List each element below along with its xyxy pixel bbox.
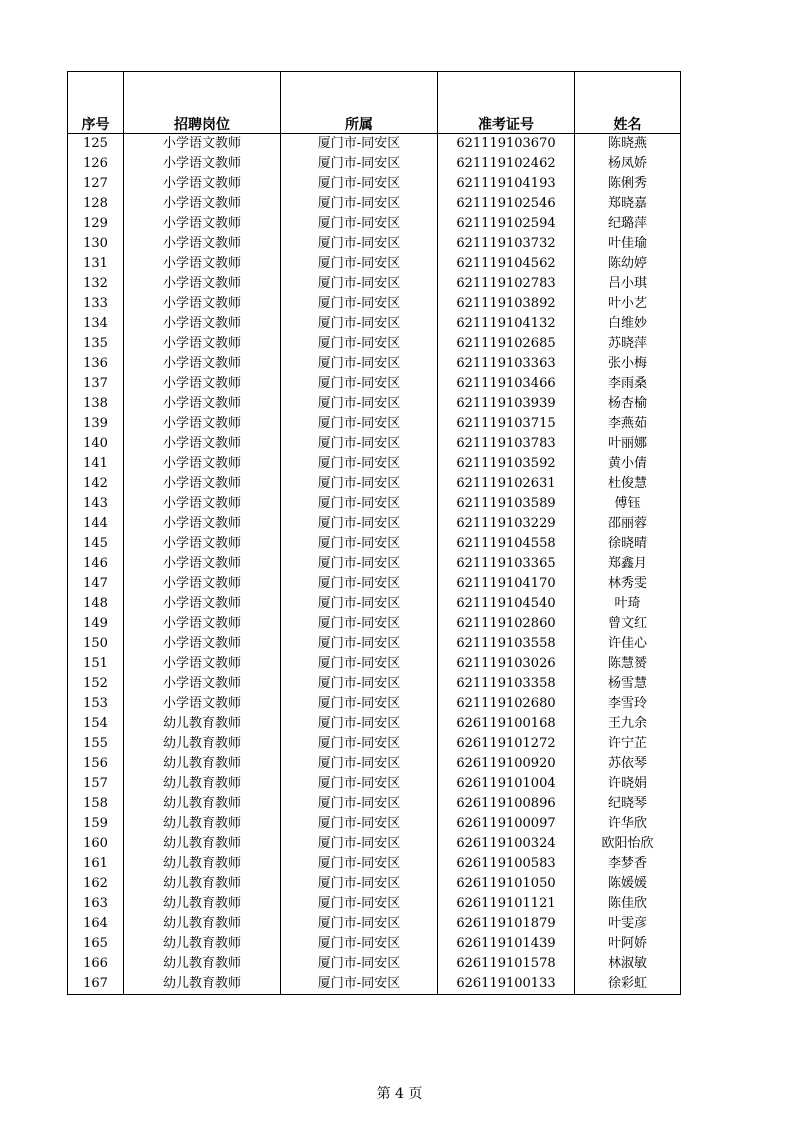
header-position: 招聘岗位	[124, 72, 281, 134]
row-department: 厦门市-同安区	[281, 534, 438, 554]
row-department: 厦门市-同安区	[281, 694, 438, 714]
row-department: 厦门市-同安区	[281, 954, 438, 974]
row-number: 129	[68, 214, 124, 234]
table-row	[68, 234, 681, 254]
header-name: 姓名	[575, 72, 681, 134]
row-department: 厦门市-同安区	[281, 254, 438, 274]
table-row	[68, 334, 681, 354]
row-exam-id: 626119100133	[438, 974, 575, 995]
row-name: 徐晓晴	[575, 534, 681, 554]
table-row	[68, 314, 681, 334]
row-exam-id: 621119102680	[438, 694, 575, 714]
row-department: 厦门市-同安区	[281, 614, 438, 634]
row-position: 小学语文教师	[124, 614, 281, 634]
row-number: 145	[68, 534, 124, 554]
table-row	[68, 454, 681, 474]
row-position: 小学语文教师	[124, 534, 281, 554]
row-position: 小学语文教师	[124, 434, 281, 454]
row-name: 徐彩虹	[575, 974, 681, 995]
row-position: 小学语文教师	[124, 194, 281, 214]
row-name: 叶阿娇	[575, 934, 681, 954]
row-department: 厦门市-同安区	[281, 754, 438, 774]
row-name: 邵丽蓉	[575, 514, 681, 534]
row-position: 小学语文教师	[124, 634, 281, 654]
row-name: 陈慧赟	[575, 654, 681, 674]
row-department: 厦门市-同安区	[281, 374, 438, 394]
row-position: 小学语文教师	[124, 254, 281, 274]
row-name: 陈晓燕	[575, 134, 681, 155]
row-exam-id: 626119100168	[438, 714, 575, 734]
row-number: 144	[68, 514, 124, 534]
row-name: 吕小琪	[575, 274, 681, 294]
row-exam-id: 621119103466	[438, 374, 575, 394]
row-exam-id: 621119104132	[438, 314, 575, 334]
row-exam-id: 621119102631	[438, 474, 575, 494]
row-exam-id: 621119104170	[438, 574, 575, 594]
row-exam-id: 626119100583	[438, 854, 575, 874]
table-row	[68, 734, 681, 754]
row-name: 李梦香	[575, 854, 681, 874]
row-position: 小学语文教师	[124, 354, 281, 374]
row-department: 厦门市-同安区	[281, 914, 438, 934]
row-number: 151	[68, 654, 124, 674]
row-position: 小学语文教师	[124, 574, 281, 594]
table-row	[68, 714, 681, 734]
row-name: 林秀雯	[575, 574, 681, 594]
row-name: 杨杏榆	[575, 394, 681, 414]
row-number: 155	[68, 734, 124, 754]
row-exam-id: 626119100324	[438, 834, 575, 854]
row-name: 许宁芷	[575, 734, 681, 754]
table-row	[68, 154, 681, 174]
row-name: 苏晓萍	[575, 334, 681, 354]
row-exam-id: 626119101439	[438, 934, 575, 954]
row-number: 131	[68, 254, 124, 274]
row-name: 苏依琴	[575, 754, 681, 774]
row-position: 小学语文教师	[124, 334, 281, 354]
row-department: 厦门市-同安区	[281, 454, 438, 474]
row-department: 厦门市-同安区	[281, 654, 438, 674]
table-row	[68, 374, 681, 394]
row-department: 厦门市-同安区	[281, 774, 438, 794]
row-exam-id: 621119103363	[438, 354, 575, 374]
row-exam-id: 621119102546	[438, 194, 575, 214]
table-row	[68, 974, 681, 995]
row-position: 幼儿教育教师	[124, 934, 281, 954]
row-position: 幼儿教育教师	[124, 974, 281, 995]
row-position: 幼儿教育教师	[124, 874, 281, 894]
row-name: 叶丽娜	[575, 434, 681, 454]
row-name: 白维妙	[575, 314, 681, 334]
table-row	[68, 214, 681, 234]
table-row	[68, 834, 681, 854]
table-row	[68, 574, 681, 594]
row-number: 128	[68, 194, 124, 214]
row-name: 林淑敏	[575, 954, 681, 974]
row-department: 厦门市-同安区	[281, 134, 438, 155]
row-position: 小学语文教师	[124, 514, 281, 534]
row-number: 136	[68, 354, 124, 374]
row-position: 小学语文教师	[124, 174, 281, 194]
row-department: 厦门市-同安区	[281, 854, 438, 874]
row-name: 纪璐萍	[575, 214, 681, 234]
row-name: 叶佳瑜	[575, 234, 681, 254]
row-position: 小学语文教师	[124, 214, 281, 234]
table-row	[68, 274, 681, 294]
table-row	[68, 174, 681, 194]
table-row	[68, 794, 681, 814]
row-position: 小学语文教师	[124, 374, 281, 394]
row-department: 厦门市-同安区	[281, 234, 438, 254]
row-department: 厦门市-同安区	[281, 574, 438, 594]
row-position: 幼儿教育教师	[124, 954, 281, 974]
table-row	[68, 394, 681, 414]
row-exam-id: 621119103670	[438, 134, 575, 155]
table-row	[68, 654, 681, 674]
row-name: 叶雯彦	[575, 914, 681, 934]
row-name: 叶小艺	[575, 294, 681, 314]
row-department: 厦门市-同安区	[281, 214, 438, 234]
row-name: 陈佳欣	[575, 894, 681, 914]
row-name: 李燕茹	[575, 414, 681, 434]
row-exam-id: 621119104540	[438, 594, 575, 614]
row-position: 小学语文教师	[124, 134, 281, 155]
row-exam-id: 621119104558	[438, 534, 575, 554]
row-exam-id: 621119103365	[438, 554, 575, 574]
table-row	[68, 494, 681, 514]
row-position: 幼儿教育教师	[124, 814, 281, 834]
table-body	[68, 134, 681, 995]
table-row	[68, 894, 681, 914]
row-exam-id: 621119102685	[438, 334, 575, 354]
table-row	[68, 354, 681, 374]
row-position: 小学语文教师	[124, 694, 281, 714]
header-row	[68, 72, 681, 134]
table-row	[68, 414, 681, 434]
row-name: 张小梅	[575, 354, 681, 374]
table-row	[68, 474, 681, 494]
row-exam-id: 621119103732	[438, 234, 575, 254]
row-department: 厦门市-同安区	[281, 394, 438, 414]
row-position: 小学语文教师	[124, 494, 281, 514]
row-department: 厦门市-同安区	[281, 354, 438, 374]
row-position: 幼儿教育教师	[124, 854, 281, 874]
row-exam-id: 621119103589	[438, 494, 575, 514]
row-exam-id: 621119103715	[438, 414, 575, 434]
row-exam-id: 621119104193	[438, 174, 575, 194]
row-exam-id: 621119103939	[438, 394, 575, 414]
row-number: 150	[68, 634, 124, 654]
row-name: 曾文红	[575, 614, 681, 634]
table-row	[68, 254, 681, 274]
table-row	[68, 874, 681, 894]
table-row	[68, 594, 681, 614]
row-name: 陈俐秀	[575, 174, 681, 194]
row-number: 130	[68, 234, 124, 254]
row-number: 137	[68, 374, 124, 394]
row-number: 126	[68, 154, 124, 174]
row-position: 小学语文教师	[124, 554, 281, 574]
table-row	[68, 194, 681, 214]
header-exam-id: 准考证号	[438, 72, 575, 134]
row-number: 125	[68, 134, 124, 155]
row-number: 162	[68, 874, 124, 894]
row-position: 幼儿教育教师	[124, 754, 281, 774]
row-number: 160	[68, 834, 124, 854]
table-row	[68, 914, 681, 934]
row-department: 厦门市-同安区	[281, 874, 438, 894]
table-row	[68, 854, 681, 874]
row-number: 142	[68, 474, 124, 494]
table-row	[68, 514, 681, 534]
row-department: 厦门市-同安区	[281, 594, 438, 614]
row-exam-id: 621119102462	[438, 154, 575, 174]
row-department: 厦门市-同安区	[281, 814, 438, 834]
row-number: 132	[68, 274, 124, 294]
row-name: 郑鑫月	[575, 554, 681, 574]
row-number: 166	[68, 954, 124, 974]
row-name: 纪晓琴	[575, 794, 681, 814]
row-number: 152	[68, 674, 124, 694]
table-row	[68, 534, 681, 554]
row-number: 143	[68, 494, 124, 514]
table-row	[68, 614, 681, 634]
row-name: 杨雪慧	[575, 674, 681, 694]
row-number: 147	[68, 574, 124, 594]
row-department: 厦门市-同安区	[281, 734, 438, 754]
table-row	[68, 554, 681, 574]
row-name: 陈幼婷	[575, 254, 681, 274]
row-number: 133	[68, 294, 124, 314]
row-number: 138	[68, 394, 124, 414]
table-row	[68, 694, 681, 714]
row-position: 幼儿教育教师	[124, 834, 281, 854]
row-number: 148	[68, 594, 124, 614]
row-name: 李雨桑	[575, 374, 681, 394]
row-position: 幼儿教育教师	[124, 774, 281, 794]
table-row	[68, 814, 681, 834]
row-exam-id: 626119101578	[438, 954, 575, 974]
row-position: 小学语文教师	[124, 314, 281, 334]
row-department: 厦门市-同安区	[281, 674, 438, 694]
row-position: 小学语文教师	[124, 234, 281, 254]
header-department: 所属	[281, 72, 438, 134]
row-number: 154	[68, 714, 124, 734]
row-department: 厦门市-同安区	[281, 974, 438, 995]
row-number: 157	[68, 774, 124, 794]
row-department: 厦门市-同安区	[281, 434, 438, 454]
row-department: 厦门市-同安区	[281, 154, 438, 174]
row-department: 厦门市-同安区	[281, 194, 438, 214]
row-department: 厦门市-同安区	[281, 894, 438, 914]
row-exam-id: 621119103229	[438, 514, 575, 534]
row-department: 厦门市-同安区	[281, 474, 438, 494]
table-row	[68, 434, 681, 454]
row-position: 小学语文教师	[124, 594, 281, 614]
row-name: 陈媛媛	[575, 874, 681, 894]
row-position: 幼儿教育教师	[124, 894, 281, 914]
row-number: 165	[68, 934, 124, 954]
table-row	[68, 754, 681, 774]
row-department: 厦门市-同安区	[281, 714, 438, 734]
table-row	[68, 634, 681, 654]
row-number: 127	[68, 174, 124, 194]
row-exam-id: 626119101272	[438, 734, 575, 754]
row-department: 厦门市-同安区	[281, 834, 438, 854]
table-row	[68, 934, 681, 954]
row-name: 黄小倩	[575, 454, 681, 474]
row-number: 163	[68, 894, 124, 914]
row-position: 幼儿教育教师	[124, 914, 281, 934]
row-exam-id: 621119103783	[438, 434, 575, 454]
row-position: 幼儿教育教师	[124, 714, 281, 734]
row-number: 135	[68, 334, 124, 354]
row-name: 欧阳怡欣	[575, 834, 681, 854]
page-number: 第 4 页	[376, 1086, 423, 1102]
row-position: 小学语文教师	[124, 394, 281, 414]
row-position: 小学语文教师	[124, 654, 281, 674]
row-number: 167	[68, 974, 124, 995]
row-number: 141	[68, 454, 124, 474]
row-exam-id: 626119101004	[438, 774, 575, 794]
row-number: 153	[68, 694, 124, 714]
header-no: 序号	[68, 72, 124, 134]
table-row	[68, 134, 681, 155]
row-exam-id: 621119102783	[438, 274, 575, 294]
row-name: 郑晓嘉	[575, 194, 681, 214]
row-name: 许佳心	[575, 634, 681, 654]
table-row	[68, 294, 681, 314]
row-exam-id: 621119102594	[438, 214, 575, 234]
table-row	[68, 674, 681, 694]
row-department: 厦门市-同安区	[281, 634, 438, 654]
row-department: 厦门市-同安区	[281, 174, 438, 194]
row-name: 许华欣	[575, 814, 681, 834]
results-sheet	[67, 71, 680, 995]
row-position: 小学语文教师	[124, 474, 281, 494]
table-row	[68, 774, 681, 794]
row-name: 李雪玲	[575, 694, 681, 714]
row-department: 厦门市-同安区	[281, 554, 438, 574]
row-number: 149	[68, 614, 124, 634]
row-name: 杨凤娇	[575, 154, 681, 174]
row-name: 王九余	[575, 714, 681, 734]
row-department: 厦门市-同安区	[281, 294, 438, 314]
row-position: 小学语文教师	[124, 154, 281, 174]
row-exam-id: 626119100920	[438, 754, 575, 774]
row-department: 厦门市-同安区	[281, 934, 438, 954]
row-exam-id: 621119103358	[438, 674, 575, 694]
row-exam-id: 621119102860	[438, 614, 575, 634]
row-number: 161	[68, 854, 124, 874]
row-department: 厦门市-同安区	[281, 494, 438, 514]
row-department: 厦门市-同安区	[281, 334, 438, 354]
row-exam-id: 626119100896	[438, 794, 575, 814]
table-header	[68, 72, 681, 134]
row-exam-id: 621119103026	[438, 654, 575, 674]
row-department: 厦门市-同安区	[281, 274, 438, 294]
row-department: 厦门市-同安区	[281, 794, 438, 814]
row-position: 小学语文教师	[124, 274, 281, 294]
row-position: 小学语文教师	[124, 294, 281, 314]
row-number: 139	[68, 414, 124, 434]
row-position: 小学语文教师	[124, 674, 281, 694]
row-name: 傅钰	[575, 494, 681, 514]
row-exam-id: 626119100097	[438, 814, 575, 834]
row-exam-id: 626119101879	[438, 914, 575, 934]
row-exam-id: 621119103592	[438, 454, 575, 474]
row-name: 许晓娟	[575, 774, 681, 794]
row-number: 156	[68, 754, 124, 774]
row-exam-id: 626119101050	[438, 874, 575, 894]
row-department: 厦门市-同安区	[281, 414, 438, 434]
row-position: 幼儿教育教师	[124, 734, 281, 754]
row-name: 叶琦	[575, 594, 681, 614]
row-exam-id: 621119103558	[438, 634, 575, 654]
row-department: 厦门市-同安区	[281, 314, 438, 334]
row-exam-id: 626119101121	[438, 894, 575, 914]
row-position: 小学语文教师	[124, 414, 281, 434]
row-exam-id: 621119103892	[438, 294, 575, 314]
candidate-table	[67, 71, 681, 995]
row-number: 159	[68, 814, 124, 834]
row-position: 幼儿教育教师	[124, 794, 281, 814]
row-number: 146	[68, 554, 124, 574]
row-name: 杜俊慧	[575, 474, 681, 494]
row-number: 134	[68, 314, 124, 334]
table-row	[68, 954, 681, 974]
row-department: 厦门市-同安区	[281, 514, 438, 534]
row-exam-id: 621119104562	[438, 254, 575, 274]
row-number: 140	[68, 434, 124, 454]
row-number: 158	[68, 794, 124, 814]
row-position: 小学语文教师	[124, 454, 281, 474]
row-number: 164	[68, 914, 124, 934]
